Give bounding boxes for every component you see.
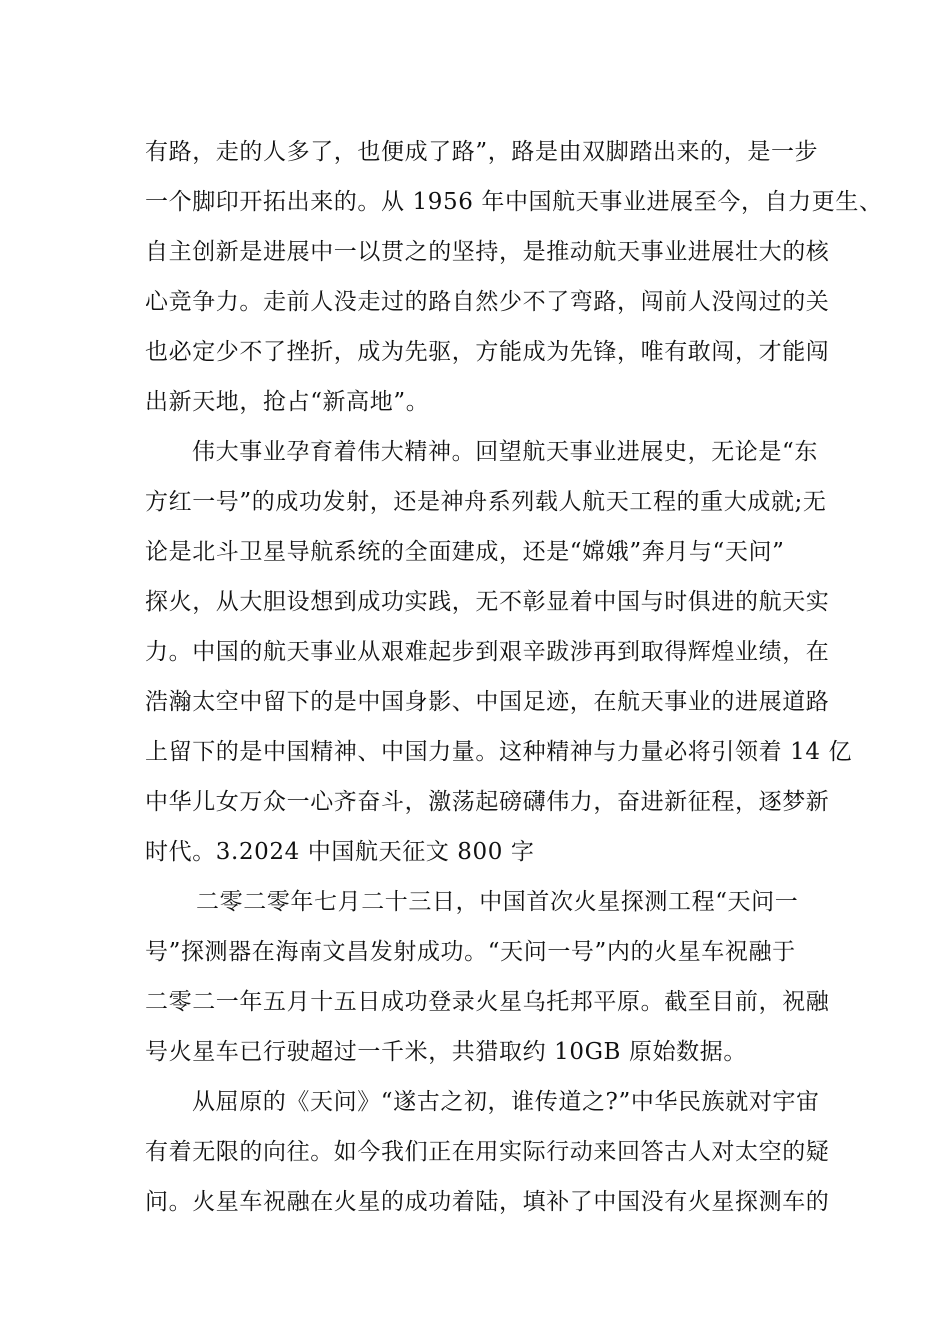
text-line-8: 方红一号”的成功发射，还是神舟系列载人航天工程的重大成就;无 (145, 489, 827, 515)
text-line-19: 号火星车已行驶超过一千米，共猎取约 10GB 原始数据。 (145, 1039, 747, 1065)
text-line-18: 二零二一年五月十五日成功登录火星乌托邦平原。截至目前，祝融 (145, 989, 830, 1015)
text-line-21: 有着无限的向往。如今我们正在用实际行动来回答古人对太空的疑 (145, 1139, 830, 1165)
text-line-20: 从屈原的《天问》“遂古之初，谁传道之?”中华民族就对宇宙 (192, 1089, 820, 1115)
text-line-9: 论是北斗卫星导航系统的全面建成，还是“嫦娥”奔月与“天问” (145, 539, 785, 565)
text-line-3: 自主创新是进展中一以贯之的坚持，是推动航天事业进展壮大的核 (145, 239, 830, 265)
text-line-2: 一个脚印开拓出来的。从 1956 年中国航天事业进展至今，自力更生、 (145, 189, 883, 215)
text-line-7: 伟大事业孕育着伟大精神。回望航天事业进展史，无论是“东 (192, 439, 818, 465)
text-line-13: 上留下的是中国精神、中国力量。这种精神与力量必将引领着 14 亿 (145, 739, 853, 765)
text-line-16: 二零二零年七月二十三日，中国首次火星探测工程“天问一 (196, 889, 799, 915)
text-line-17: 号”探测器在海南文昌发射成功。“天问一号”内的火星车祝融于 (145, 939, 796, 965)
text-line-1: 有路，走的人多了，也便成了路”，路是由双脚踏出来的，是一步 (145, 139, 819, 165)
text-line-22: 问。火星车祝融在火星的成功着陆，填补了中国没有火星探测车的 (145, 1189, 830, 1215)
text-line-10: 探火，从大胆设想到成功实践，无不彰显着中国与时俱进的航天实 (145, 589, 830, 615)
text-line-12: 浩瀚太空中留下的是中国身影、中国足迹，在航天事业的进展道路 (145, 689, 830, 715)
text-line-15: 时代。3.2024 中国航天征文 800 字 (145, 839, 535, 865)
text-line-14: 中华儿女万众一心齐奋斗，激荡起磅礴伟力，奋进新征程，逐梦新 (145, 789, 830, 815)
text-line-4: 心竞争力。走前人没走过的路自然少不了弯路，闯前人没闯过的关 (145, 289, 830, 315)
text-line-6: 出新天地，抢占“新高地”。 (145, 389, 430, 415)
text-line-11: 力。中国的航天事业从艰难起步到艰辛跋涉再到取得辉煌业绩，在 (145, 639, 830, 665)
text-line-5: 也必定少不了挫折，成为先驱，方能成为先锋，唯有敢闯，才能闯 (145, 339, 830, 365)
